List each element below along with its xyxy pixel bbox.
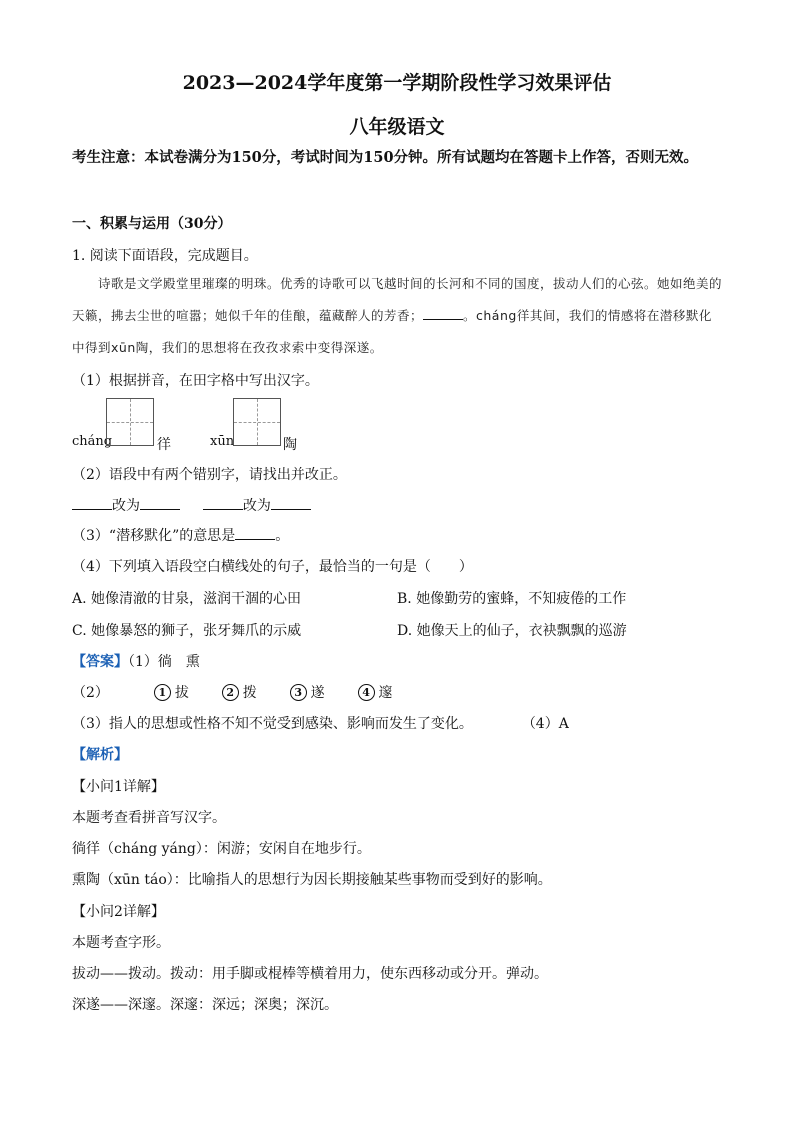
circled-number: 4 — [358, 684, 375, 701]
tianzi-grid-1[interactable] — [106, 398, 154, 446]
subquestion-3-end: 。 — [275, 528, 290, 544]
answer-2-item: 拨 — [242, 685, 257, 701]
subquestion-3-text: （3）“潜移默化”的意思是 — [72, 528, 236, 544]
answer-blank[interactable] — [203, 495, 243, 510]
answer-3: （3）指人的思想或性格不知不觉受到感染、影响而发生了变化。 — [72, 716, 473, 732]
answer-blank[interactable] — [72, 495, 112, 510]
option-a[interactable]: A. 她像清澈的甘泉，滋润干涸的心田 — [72, 591, 302, 607]
analysis-sub2-heading: 【小问2详解】 — [72, 904, 165, 920]
pinyin-2: xūn — [210, 434, 235, 449]
answer-blank[interactable] — [235, 525, 275, 540]
section-heading: 一、积累与运用（30分） — [72, 216, 232, 232]
subquestion-1: （1）根据拼音，在田字格中写出汉字。 — [72, 373, 319, 389]
circled-number: 3 — [290, 684, 307, 701]
pinyin-1: cháng — [72, 434, 113, 449]
option-c[interactable]: C. 她像暴怒的狮子，张牙舞爪的示威 — [72, 623, 302, 639]
analysis-sub1-line: 徜徉（cháng yáng）：闲游；安闲自在地步行。 — [72, 841, 371, 857]
change-to-label: 改为 — [112, 498, 140, 514]
analysis-sub1-line: 本题考查看拼音写汉字。 — [72, 810, 226, 826]
answer-2-item: 邃 — [378, 685, 393, 701]
analysis-sub1-heading: 【小问1详解】 — [72, 779, 165, 795]
exam-subtitle: 八年级语文 — [349, 116, 445, 138]
exam-title: 2023—2024学年度第一学期阶段性学习效果评估 — [182, 72, 612, 94]
reading-passage — [72, 268, 722, 364]
passage-text-2: 。cháng徉其间，我们的情感将在潜移默化中得到xūn陶，我们的思想将在孜孜求索中变得深遂。 — [72, 308, 712, 355]
subquestion-2: （2）语段中有两个错别字，请找出并改正。 — [72, 467, 347, 483]
analysis-sub2-line: 本题考查字形。 — [72, 935, 170, 951]
question-1-prompt: 1. 阅读下面语段，完成题目。 — [72, 248, 258, 264]
answer-blank[interactable] — [140, 495, 180, 510]
grid-char-2: 陶 — [283, 437, 297, 453]
analysis-sub1-line: 熏陶（xūn táo）：比喻指人的思想行为因长期接触某些事物而受到好的影响。 — [72, 872, 552, 888]
option-d[interactable]: D. 她像天上的仙子，衣袂飘飘的巡游 — [397, 623, 627, 639]
answer-2-item: 拔 — [174, 685, 189, 701]
analysis-tag: 【解析】 — [72, 747, 128, 763]
analysis-sub2-line: 深遂——深邃。深邃：深远；深奥；深沉。 — [72, 997, 338, 1013]
subquestion-4: （4）下列填入语段空白横线处的句子，最恰当的一句是（ ） — [72, 559, 473, 575]
answer-2-label: （2） — [72, 685, 109, 701]
circled-number: 2 — [222, 684, 239, 701]
answer-1: （1）徜 熏 — [128, 654, 200, 670]
answer-line-1 — [72, 651, 200, 671]
answer-blank[interactable] — [271, 495, 311, 510]
tianzi-grid-2[interactable] — [233, 398, 281, 446]
passage-text-1: 诗歌是文学殿堂里璀璨的明珠。优秀的诗歌可以飞越时间的长河和不同的国度，拔动人们的心弦。她如绝美的天籁，拂去尘世的喧嚣；她似千年的佳酿，蕴藏醉人的芳香； — [72, 276, 723, 323]
candidate-notice: 考生注意：本试卷满分为150分，考试时间为150分钟。所有试题均在答题卡上作答，否则无效。 — [72, 149, 699, 166]
passage-blank — [423, 305, 463, 320]
answer-4: （4）A — [521, 716, 569, 732]
answer-line-2 — [72, 682, 393, 702]
answer-line-3 — [72, 713, 569, 733]
change-to-label: 改为 — [242, 498, 271, 514]
correction-row — [72, 495, 311, 515]
option-b[interactable]: B. 她像勤劳的蜜蜂，不知疲倦的工作 — [397, 591, 627, 607]
circled-number: 1 — [154, 684, 171, 701]
answer-tag: 【答案】 — [72, 654, 128, 670]
answer-2-item: 遂 — [310, 685, 325, 701]
subquestion-3 — [72, 525, 289, 545]
grid-char-1: 徉 — [157, 437, 171, 453]
analysis-sub2-line: 拔动——拨动。拨动：用手脚或棍棒等横着用力，使东西移动或分开。弹动。 — [72, 966, 548, 982]
